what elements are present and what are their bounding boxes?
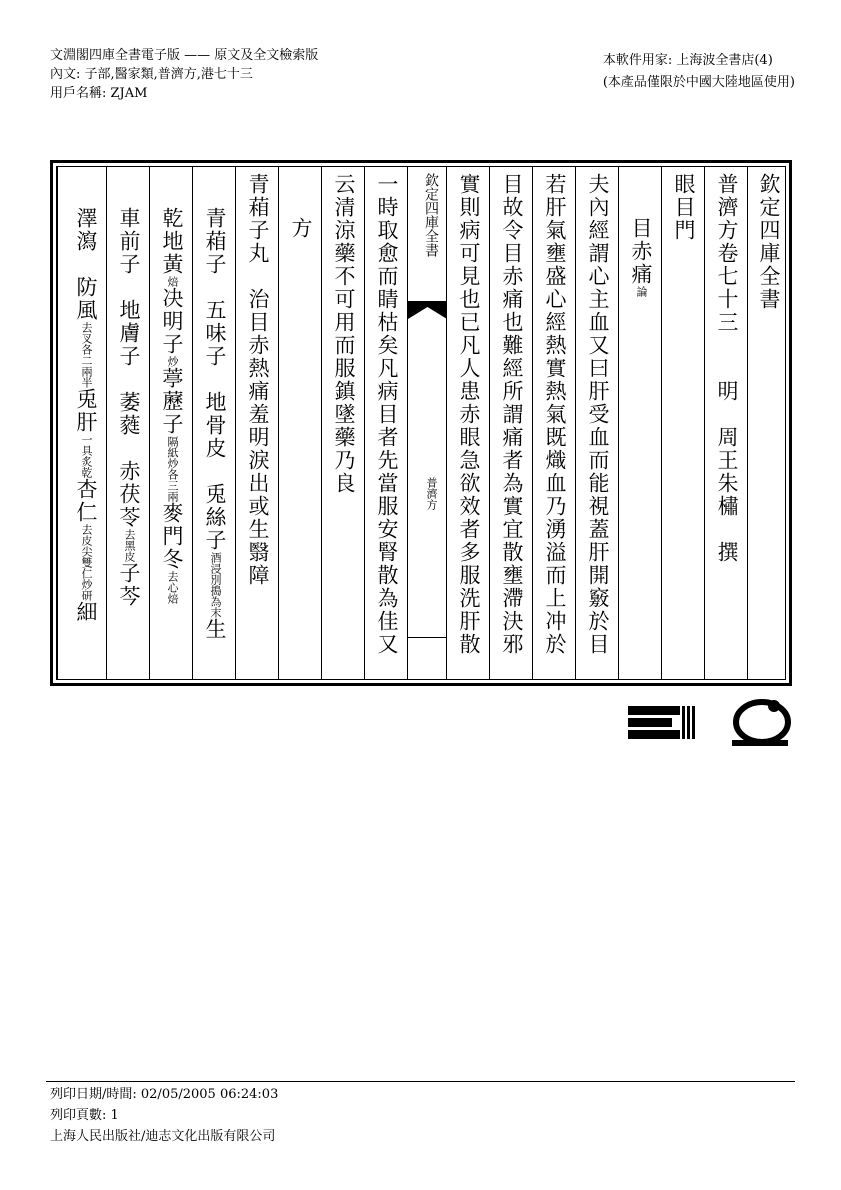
ink-seal-logo-icon bbox=[728, 698, 798, 754]
banner-rule bbox=[408, 637, 446, 638]
header-user: 用戶名稱: ZJAM bbox=[50, 86, 148, 101]
column-11 bbox=[321, 167, 364, 679]
column-8 bbox=[446, 167, 489, 679]
ingredient-line: 乾地黃焙决明子炒葶藶子隔紙炒各三兩麥門冬去心焙 bbox=[160, 207, 184, 604]
column-16 bbox=[106, 167, 149, 679]
column-10 bbox=[364, 167, 407, 679]
footer-rule bbox=[46, 1081, 795, 1082]
column-5 bbox=[575, 167, 618, 679]
text-line: 云清涼藥不可用而服鎮墜藥乃良 bbox=[332, 173, 356, 495]
header-licensee: 本軟件用家: 上海波全書店(4) bbox=[602, 53, 773, 68]
column-4 bbox=[618, 167, 661, 679]
column-7 bbox=[489, 167, 532, 679]
print-page-count: 列印頁數: 1 bbox=[50, 1108, 119, 1123]
recipe-heading: 方 bbox=[289, 217, 313, 240]
section-title: 眼目門 bbox=[672, 173, 696, 242]
text-line: 夫內經謂心主血又曰肝受血而能視蓋肝開竅於目 bbox=[586, 173, 610, 656]
text-line: 一時取愈而睛枯矣凡病目者先當服安腎散為佳又 bbox=[375, 173, 399, 656]
header-region-note: (本產品僅限於中國大陸地區使用) bbox=[602, 75, 795, 90]
header-title: 文淵閣四庫全書電子版 —— 原文及全文檢索版 bbox=[50, 48, 319, 63]
banner-column bbox=[407, 167, 446, 679]
ingredient-line: 澤瀉 防風去叉各二兩半兎肝一具炙乾杏仁去皮尖雙仁炒研細 bbox=[74, 207, 98, 624]
header-left bbox=[50, 46, 318, 103]
subsection-title: 目赤痛論 bbox=[629, 217, 653, 297]
footer bbox=[50, 1084, 278, 1147]
header-content-path: 內文: 子部,醫家類,普濟方,港七十三 bbox=[50, 67, 253, 82]
column-1 bbox=[747, 167, 789, 679]
column-3 bbox=[661, 167, 704, 679]
ingredient-line: 青葙子 五味子 地骨皮 兎絲子酒浸別搗為末生 bbox=[203, 207, 227, 641]
ingredient-line: 車前子 地膚子 萎蕤 赤茯苓去黑皮子芩 bbox=[117, 207, 141, 608]
book-title: 欽定四庫全書 bbox=[757, 173, 781, 311]
column-15 bbox=[149, 167, 192, 679]
publisher-credit: 上海人民出版社/迪志文化出版有限公司 bbox=[50, 1129, 276, 1144]
text-line: 目故令目赤痛也難經所謂痛者為實宜散壅滯決邪 bbox=[500, 173, 524, 656]
column-14 bbox=[192, 167, 235, 679]
column-12 bbox=[278, 167, 321, 679]
publisher-logo-icon bbox=[628, 698, 698, 740]
column-2 bbox=[704, 167, 747, 679]
recipe-title: 青葙子丸 治目赤熱痛羞明淚出或生翳障 bbox=[246, 173, 270, 587]
text-line: 若肝氣壅盛心經熱實熱氣既熾血乃湧溢而上冲於 bbox=[543, 173, 567, 656]
fish-tail-mark bbox=[408, 301, 447, 319]
text-line: 實則病可見也已凡人患赤眼急欲效者多服洗肝散 bbox=[457, 173, 481, 656]
print-datetime: 列印日期/時間: 02/05/2005 06:24:03 bbox=[50, 1087, 279, 1102]
banner-book-name: 普濟方 bbox=[425, 477, 438, 510]
column-17 bbox=[57, 167, 106, 679]
column-6 bbox=[532, 167, 575, 679]
banner-book-title: 欽定四庫全書 bbox=[423, 173, 439, 257]
text-columns bbox=[56, 166, 786, 680]
text-frame bbox=[50, 160, 792, 686]
volume-title: 普濟方卷七十三 明 周王朱橚 撰 bbox=[715, 173, 739, 564]
column-13 bbox=[235, 167, 278, 679]
header-right bbox=[603, 50, 795, 94]
